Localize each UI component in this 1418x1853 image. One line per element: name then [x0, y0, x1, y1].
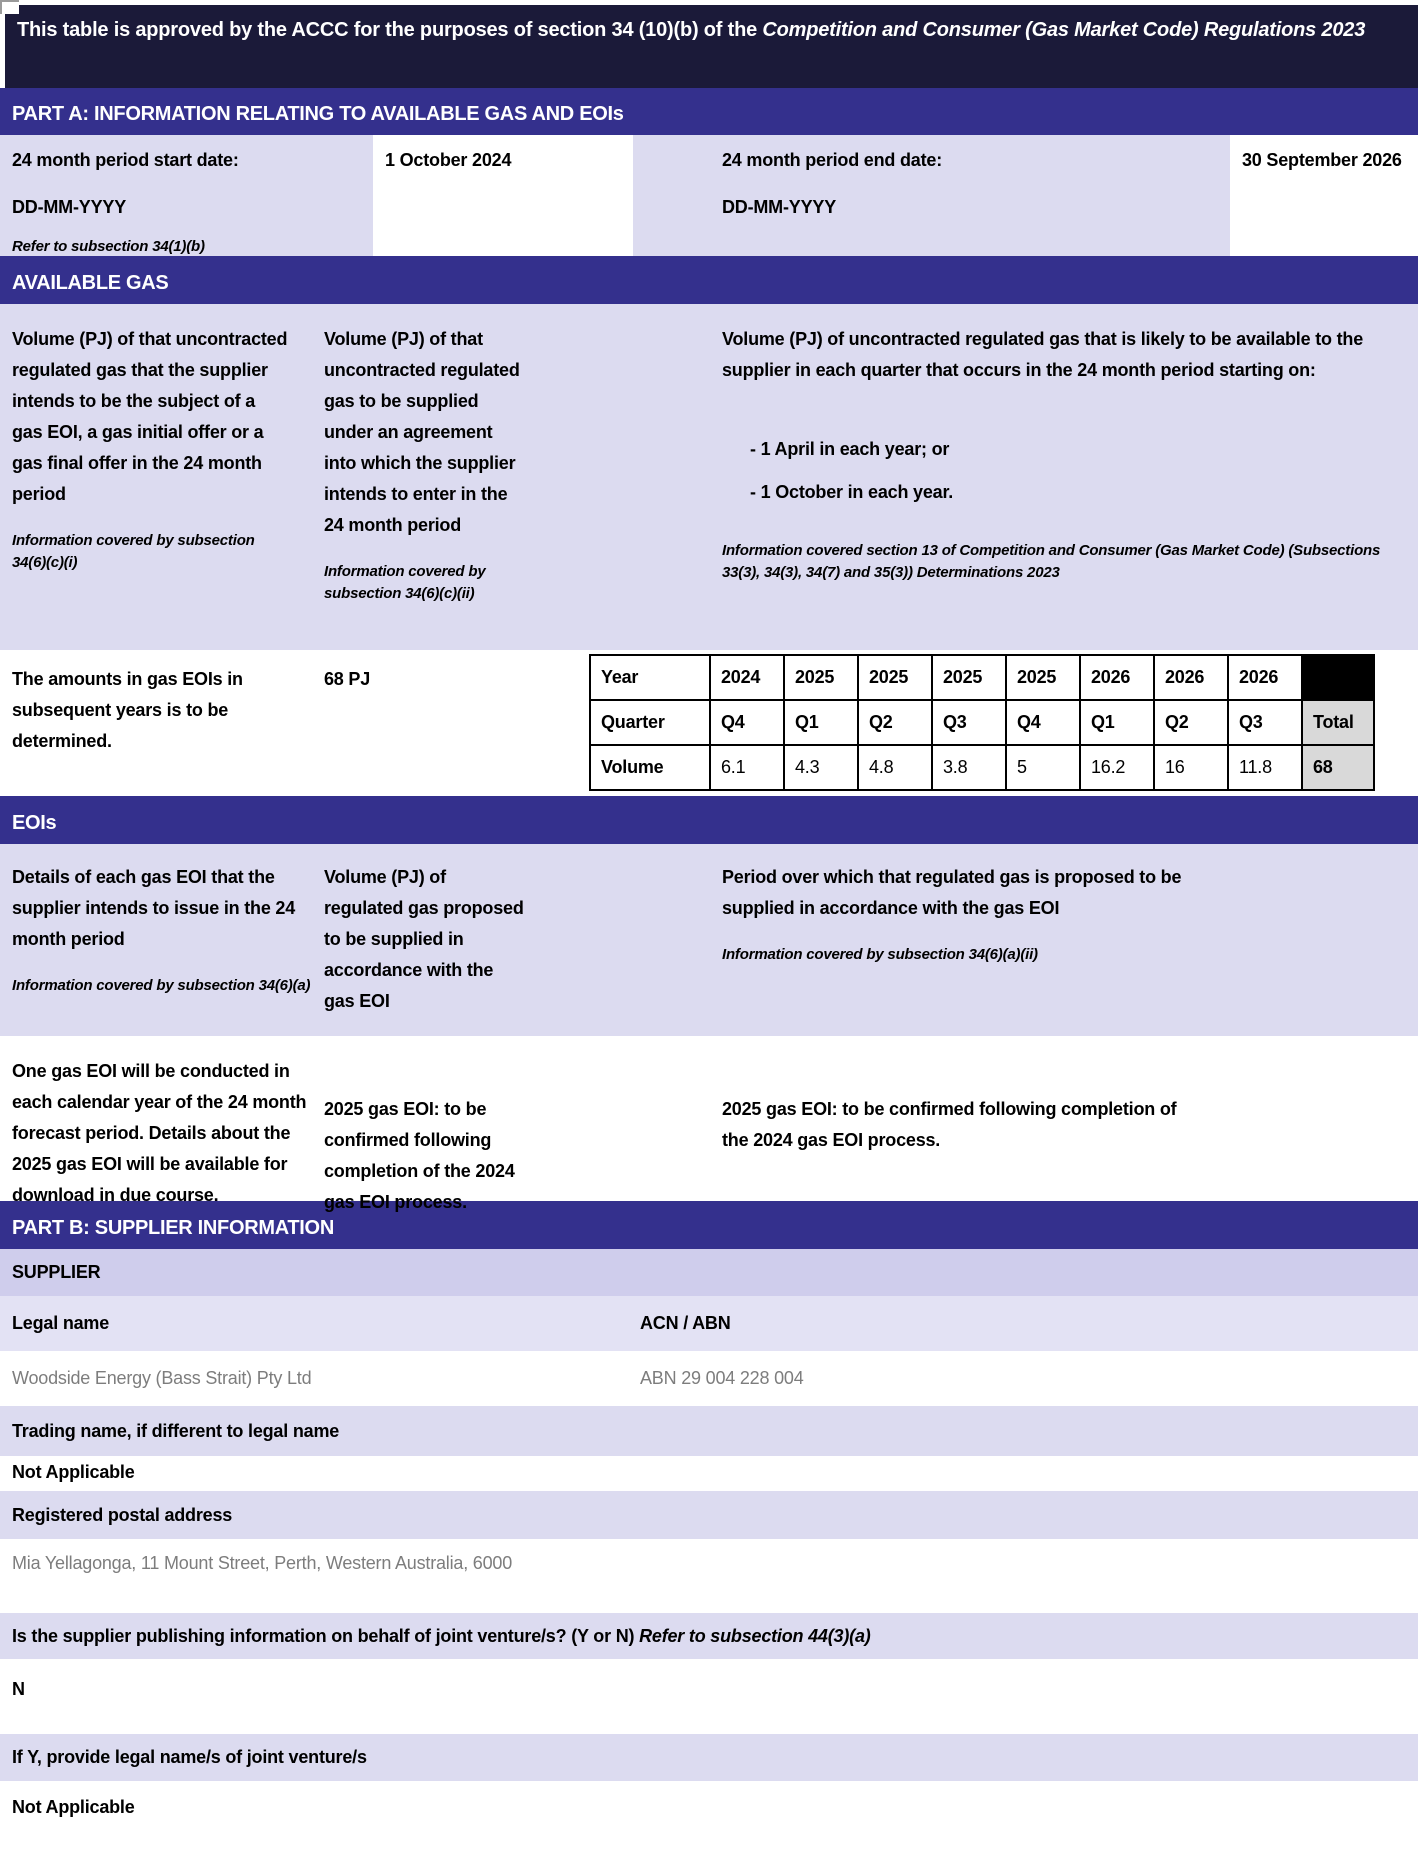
year-cell: 2026 [1228, 655, 1302, 700]
available-gas-col2-text: Volume (PJ) of that uncontracted regulated gas to be supplied under an agreement into which the supplier intends to enter in the 24 month period [324, 329, 520, 535]
year-cell: 2025 [1006, 655, 1080, 700]
black-corner-cell [1302, 655, 1374, 700]
legal-name-label: Legal name [12, 1313, 110, 1333]
part-b-title: PART B: SUPPLIER INFORMATION [12, 1217, 334, 1239]
joint-venture-names-label-band [0, 1734, 1418, 1781]
quarter-cell: Q1 [1080, 700, 1154, 745]
postal-address-value: Mia Yellagonga, 11 Mount Street, Perth, Western Australia, 6000 [0, 1539, 1418, 1613]
eois-data-col3 [722, 1094, 1202, 1156]
start-date-format: DD-MM-YYYY [12, 197, 126, 217]
eois-col3-text: Period over which that regulated gas is proposed to be supplied in accordance with the gas EOI [722, 867, 1182, 918]
postal-address-label-band [0, 1491, 1418, 1539]
start-date-label-cell [0, 135, 373, 256]
volume-row-label: Volume [590, 745, 710, 790]
available-gas-col1-note: Information covered by subsection 34(6)(c)(i) [12, 532, 255, 571]
available-gas-col3-text: Volume (PJ) of uncontracted regulated gas that is likely to be available to the supplier in each quarter that occurs in the 24 month period starting on: [722, 329, 1364, 380]
table-row-volume [590, 745, 1374, 790]
quarter-cell: Q1 [784, 700, 858, 745]
end-date-label-cell [633, 135, 1230, 256]
eois-col1-note: Information covered by subsection 34(6)(a) [12, 977, 311, 994]
volume-cell: 3.8 [932, 745, 1006, 790]
end-date-value: 30 September 2026 [1242, 150, 1402, 170]
eois-col1-text: Details of each gas EOI that the supplier intends to issue in the 24 month period [12, 867, 296, 949]
part-a-section-header [0, 88, 1418, 135]
volume-cell: 11.8 [1228, 745, 1302, 790]
available-gas-col1-text: Volume (PJ) of that uncontracted regulated gas that the supplier intends to be the subject of a gas EOI, a gas initial offer or a gas final offer in the 24 month period [12, 329, 288, 504]
approval-text-normal: This table is approved by the ACCC for the purposes of section 34 (10)(b) of the [17, 19, 763, 41]
available-gas-header-row [0, 304, 1418, 650]
total-header-cell: Total [1302, 700, 1374, 745]
table-row-year [590, 655, 1374, 700]
quarter-cell: Q2 [858, 700, 932, 745]
joint-venture-names-value: Not Applicable [0, 1781, 1418, 1853]
eois-section-header [0, 796, 1418, 844]
start-date-value-cell [373, 135, 633, 256]
eois-col3 [722, 862, 1202, 966]
volume-cell: 6.1 [710, 745, 784, 790]
year-cell: 2026 [1080, 655, 1154, 700]
end-date-value-cell [1230, 135, 1418, 256]
quarter-row-label: Quarter [590, 700, 710, 745]
available-gas-data-row [0, 650, 1418, 796]
eois-title: EOIs [12, 812, 57, 834]
eois-data-col2-text: 2025 gas EOI: to be confirmed following completion of the 2024 gas EOI process. [324, 1099, 515, 1212]
end-date-format: DD-MM-YYYY [722, 197, 836, 217]
approval-text [17, 11, 1404, 49]
year-cell: 2025 [932, 655, 1006, 700]
available-gas-col2 [324, 324, 524, 605]
available-gas-col3-note: Information covered section 13 of Competition and Consumer (Gas Market Code) (Subsections 33(3), 34(3), 34(7) and 35(3)) Determinations 2023 [722, 542, 1381, 581]
approval-banner [5, 5, 1418, 88]
joint-venture-question [12, 1626, 871, 1647]
start-date-ref-note: Refer to subsection 34(1)(b) [12, 238, 205, 255]
quarter-cell: Q4 [1006, 700, 1080, 745]
amounts-note-text: The amounts in gas EOIs in subsequent years is to be determined. [12, 669, 243, 751]
postal-address-label: Registered postal address [12, 1504, 233, 1525]
acn-abn-value: ABN 29 004 228 004 [640, 1368, 804, 1388]
end-date-label: 24 month period end date: [722, 150, 943, 170]
year-row-label: Year [590, 655, 710, 700]
joint-venture-question-text: Is the supplier publishing information on behalf of joint venture/s? (Y or N) [12, 1625, 640, 1646]
approval-text-italic: Competition and Consumer (Gas Market Code) Regulations 2023 [762, 19, 1366, 41]
supplier-subsection-title: SUPPLIER [12, 1262, 101, 1282]
eoi-total-volume [324, 664, 524, 695]
eois-data-col2 [324, 1094, 529, 1218]
part-a-title: PART A: INFORMATION RELATING TO AVAILABLE GAS AND EOIs [12, 103, 624, 125]
available-gas-col1 [12, 324, 290, 574]
quarter-start-option-october: - 1 October in each year. [750, 482, 954, 502]
eois-col1 [12, 862, 312, 997]
trading-name-value: Not Applicable [0, 1456, 1418, 1491]
eois-col3-note: Information covered by subsection 34(6)(a)(ii) [722, 946, 1038, 963]
year-cell: 2025 [784, 655, 858, 700]
year-cell: 2025 [858, 655, 932, 700]
eois-data-col1 [12, 1056, 330, 1211]
acn-abn-label: ACN / ABN [640, 1313, 731, 1333]
eois-data-col1-text: One gas EOI will be conducted in each calendar year of the 24 month forecast period. Details about the 2025 gas EOI will be available for download in due course. [12, 1061, 307, 1205]
joint-venture-question-ref: Refer to subsection 44(3)(a) [639, 1625, 871, 1646]
year-cell: 2024 [710, 655, 784, 700]
eois-header-row [0, 844, 1418, 1036]
quarter-cell: Q4 [710, 700, 784, 745]
joint-venture-names-label: If Y, provide legal name/s of joint venture/s [12, 1747, 367, 1767]
joint-venture-question-band [0, 1613, 1418, 1659]
eois-data-col3-text: 2025 gas EOI: to be confirmed following completion of the 2024 gas EOI process. [722, 1099, 1177, 1150]
volume-cell: 5 [1006, 745, 1080, 790]
trading-name-label-band [0, 1406, 1418, 1456]
quarter-start-option-april: - 1 April in each year; or [750, 439, 950, 459]
legal-name-label-row [0, 1296, 1418, 1351]
start-date-label: 24 month period start date: [12, 150, 239, 170]
supplier-subsection-header [0, 1249, 1418, 1296]
volume-cell: 16 [1154, 745, 1228, 790]
available-gas-title: AVAILABLE GAS [12, 272, 169, 294]
quarter-start-options [722, 434, 1408, 508]
amounts-note [12, 664, 330, 757]
eois-col2-text: Volume (PJ) of regulated gas proposed to be supplied in accordance with the gas EOI [324, 867, 524, 1011]
start-date-value: 1 October 2024 [385, 150, 512, 170]
volume-cell: 16.2 [1080, 745, 1154, 790]
eois-data-row [0, 1036, 1418, 1212]
period-dates-row [0, 135, 1418, 256]
joint-venture-answer: N [0, 1659, 1418, 1734]
total-value-cell: 68 [1302, 745, 1374, 790]
legal-name-value-row [0, 1351, 1418, 1406]
legal-name-value: Woodside Energy (Bass Strait) Pty Ltd [12, 1368, 312, 1388]
volume-cell: 4.3 [784, 745, 858, 790]
available-gas-section-header [0, 256, 1418, 304]
quarterly-volume-table [589, 654, 1375, 791]
available-gas-col2-note: Information covered by subsection 34(6)(c)(ii) [324, 563, 486, 602]
volume-cell: 4.8 [858, 745, 932, 790]
available-gas-col3 [722, 324, 1408, 584]
page-corner-artifact [0, 0, 19, 14]
year-cell: 2026 [1154, 655, 1228, 700]
quarter-cell: Q3 [1228, 700, 1302, 745]
quarter-cell: Q3 [932, 700, 1006, 745]
trading-name-label: Trading name, if different to legal name [12, 1420, 340, 1441]
eoi-total-volume-value: 68 PJ [324, 669, 371, 689]
quarter-cell: Q2 [1154, 700, 1228, 745]
table-row-quarter [590, 700, 1374, 745]
